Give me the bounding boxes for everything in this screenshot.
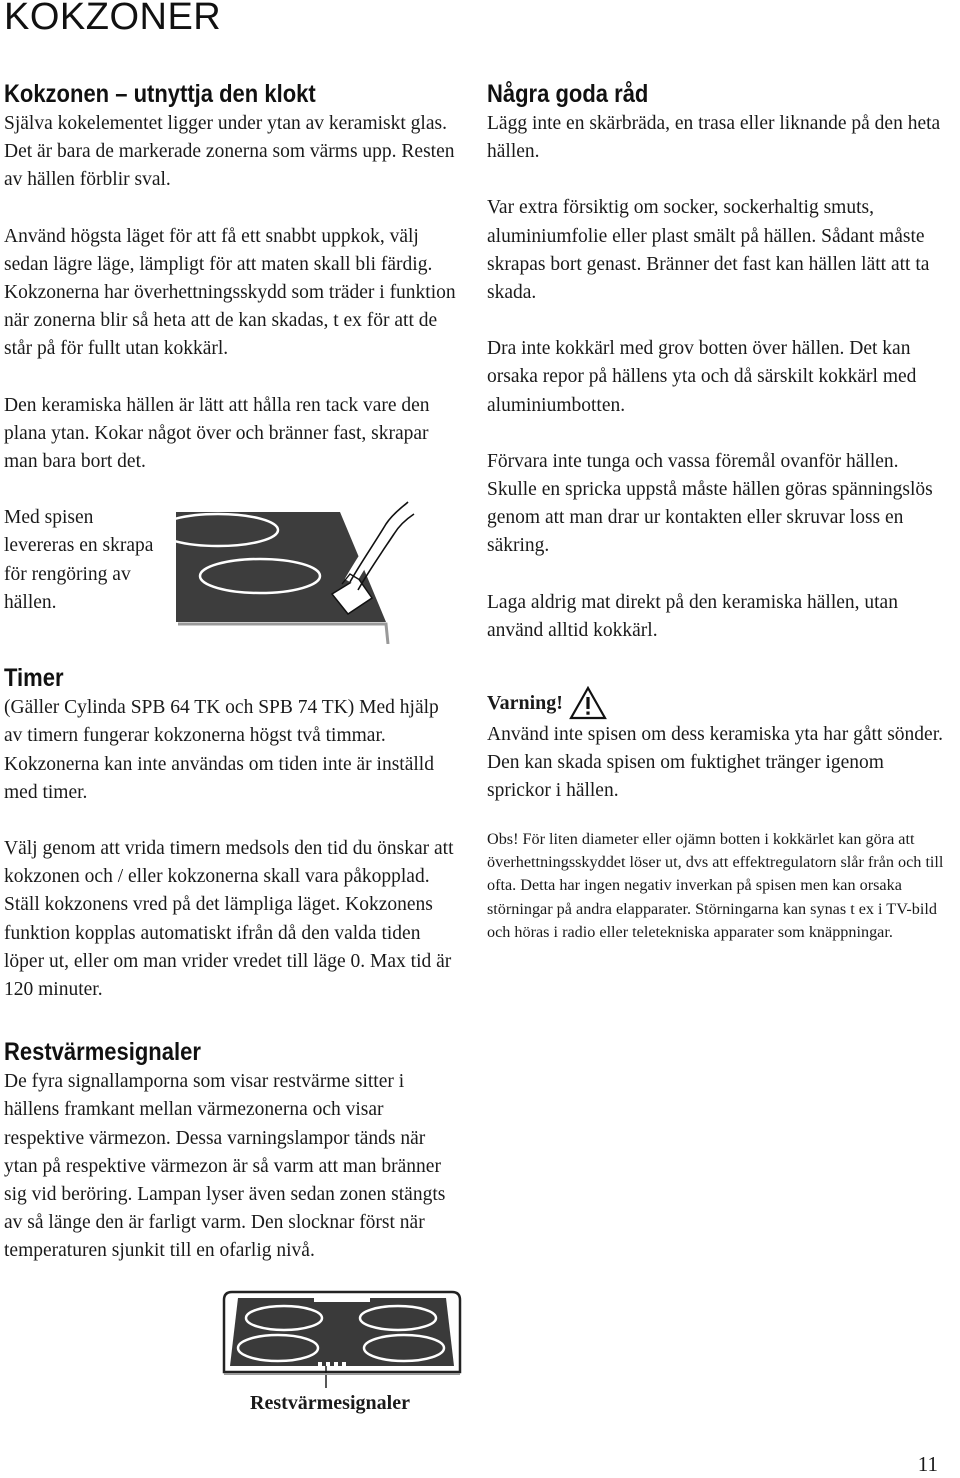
right-column bbox=[487, 78, 949, 945]
warning-header bbox=[487, 685, 949, 721]
rad-paragraph-1: Lägg inte en skärbräda, en trasa eller liknande på den heta hällen. bbox=[487, 113, 941, 163]
scraper-block bbox=[4, 504, 456, 644]
warning-label: Varning! bbox=[487, 691, 563, 714]
kokzonen-paragraph-2: Använd högsta läget för att få ett snabbt uppkok, välj sedan lägre läge, lämpligt för att maten skall bli färdig. Kokzonerna har överhettningsskydd som träder i funktion när zonerna blir så heta att de kan skadas, t ex för att de står på för fullt utan kokkärl. bbox=[4, 225, 456, 360]
rad-paragraph-2: Var extra försiktig om socker, sockerhaltig smuts, aluminiumfolie eller plast smält på hällen. Sådant måste skrapas bort genast. Bränner det fast kan hällen lätt att ta skada. bbox=[487, 197, 930, 304]
heading-timer: Timer bbox=[4, 664, 64, 693]
hob-figure-caption: Restvärmesignaler bbox=[250, 1392, 410, 1414]
section-warning bbox=[487, 685, 949, 806]
timer-paragraph-1: (Gäller Cylinda SPB 64 TK och SPB 74 TK) Med hjälp av timern fungerar kokzonerna högst två timmar. Kokzonerna kan inte användas om tiden inte är inställd med timer. bbox=[4, 697, 439, 803]
hob-illustration bbox=[222, 1290, 462, 1390]
warning-triangle-icon bbox=[569, 686, 607, 720]
section-obs bbox=[487, 828, 949, 945]
page-title: KOKZONER bbox=[4, 0, 222, 38]
section-kokzonen bbox=[4, 78, 456, 644]
heading-kokzonen: Kokzonen – utnyttja den klokt bbox=[4, 80, 316, 108]
heading-goda-rad: Några goda råd bbox=[487, 80, 649, 108]
restvarme-paragraph-1: De fyra signallamporna som visar restvärme sitter i hällens framkant mellan värmezonerna och visar respektive värmezon. Dessa varningslampor tänds när ytan på respektive värmezon är så varm att man bränner sig vid beröring. Lampan lyser även sedan zonen stängts av så länge den är farligt varm. Den slocknar först när temperaturen sjunkit till en ofarlig nivå. bbox=[4, 1071, 446, 1262]
kokzonen-paragraph-1: Själva kokelementet ligger under ytan av keramiskt glas. Det är bara de markerade zonerna som värms upp. Resten av hällen förblir sval. bbox=[4, 113, 455, 191]
obs-text: Obs! För liten diameter eller ojämn botten i kokkärlet kan göra att överhettningsskyddet löser ut, dvs att effektregulatorn slår från och till ofta. Detta har ingen negativ inverkan på spisen men kan orsaka störningar på andra elapparater. Störningarna kan synas t ex i TV-bild och höras i radio eller teletekniska apparater som knäppningar. bbox=[487, 829, 944, 942]
rad-paragraph-3: Dra inte kokkärl med grov botten över hällen. Det kan orsaka repor på hällens yta och då särskilt kokkärl med aluminiumbotten. bbox=[487, 338, 917, 416]
section-timer bbox=[4, 662, 456, 1004]
rad-paragraph-5: Laga aldrig mat direkt på den keramiska hällen, utan använd alltid kokkärl. bbox=[487, 591, 898, 641]
left-column bbox=[4, 78, 456, 1266]
heading-restvarme: Restvärmesignaler bbox=[4, 1038, 201, 1067]
scraper-illustration bbox=[172, 494, 422, 644]
rad-paragraph-4: Förvara inte tunga och vassa föremål ovanför hällen. Skulle en spricka uppstå måste hällen göras spänningslös genom att man drar ur kontakten eller skruvar loss en säkring. bbox=[487, 450, 933, 557]
kokzonen-paragraph-4: Med spisen levereras en skrapa för rengöring av hällen. bbox=[4, 507, 154, 613]
section-goda-rad bbox=[487, 78, 949, 645]
warning-text: Använd inte spisen om dess keramiska yta har gått sönder. Den kan skada spisen om fuktighet tränger igenom sprickor i hällen. bbox=[487, 724, 943, 802]
timer-paragraph-2: Välj genom att vrida timern medsols den tid du önskar att kokzonen och / eller kokzonerna skall vara påkopplad. Ställ kokzonens vred på det lämpliga läget. Kokzonens funktion kopplas automatiskt ifrån då den valda tiden löper ut, eller om man vrider vredet till läge 0. Max tid är 120 minuter. bbox=[4, 838, 454, 1001]
page-number: 11 bbox=[917, 1452, 938, 1476]
section-restvarme bbox=[4, 1036, 456, 1265]
kokzonen-paragraph-3: Den keramiska hällen är lätt att hålla ren tack vare den plana ytan. Kokar något över och bränner fast, skrapar man bara bort det. bbox=[4, 394, 430, 473]
